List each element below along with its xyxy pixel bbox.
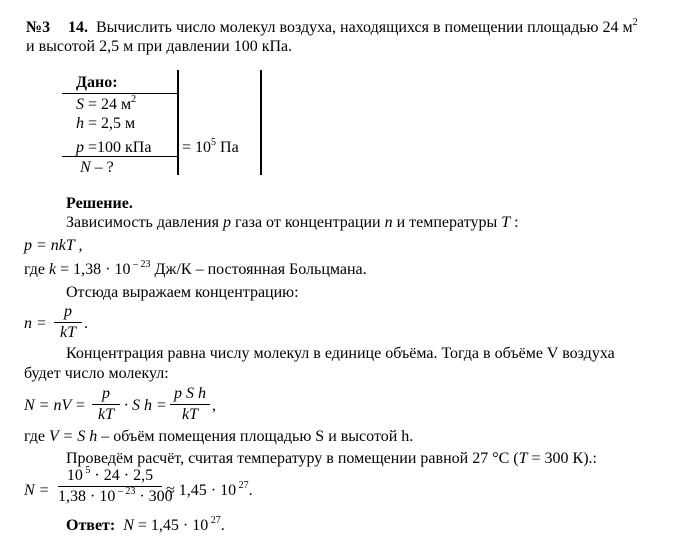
solution-line5: будет число молекул: — [24, 365, 169, 382]
frac-n-dot: . — [84, 315, 88, 332]
big-formula-comma: , — [212, 397, 216, 414]
given-p: p =100 кПа — [76, 139, 152, 156]
solution-header: Решение. — [66, 195, 133, 212]
solution-line7: Проведём расчёт, считая температуру в помещении равной 27 °С (T = 300 К).: — [66, 450, 597, 467]
si-separator — [260, 70, 262, 175]
solution-line2: где k = 1,38 · 10 $^{- 23}$ Дж/К – постоянная Больцмана. — [24, 259, 367, 278]
big-fraction-2: p S h kT — [170, 386, 210, 423]
solution-line1: Зависимость давления p газа от концентрации n и температуры T : — [66, 214, 519, 231]
fraction-n-denominator: kT — [60, 324, 76, 341]
calc-left: N = — [24, 482, 50, 499]
given-s: S = 24 $м^2$ — [76, 94, 137, 113]
big-formula-mid: · S h = — [124, 397, 167, 414]
given-si-value: = $10^5$ Па — [182, 137, 239, 156]
task-number: 14. — [68, 19, 88, 36]
given-h: h = 2,5 м — [76, 115, 136, 132]
formula-pressure: p = nkT , — [24, 237, 83, 254]
calc-fraction — [58, 465, 173, 505]
calc-numerator: 10 $^5$ · 24 · 2,5 — [66, 465, 154, 484]
solution-line4: Концентрация равна числу молекул в единице объёма. Тогда в объёме V воздуха — [66, 345, 615, 362]
solution-line6: где V = S h – объём помещения площадью S и высотой h. — [24, 428, 414, 445]
frac-n-left: n = — [24, 315, 47, 332]
big-formula-left: N = nV = — [24, 397, 86, 414]
fraction-n-numerator: p — [64, 303, 72, 320]
calc-denominator: 1,38 · 10 $^{- 23}$ · 300 — [58, 486, 173, 505]
given-header-underline — [62, 93, 178, 94]
answer: Ответ: N = 1,45 · 10 $^{27}$. — [66, 515, 225, 534]
fraction-n — [54, 304, 82, 341]
calc-result: ≈ 1,45 · 10 $^{27}$. — [166, 480, 253, 499]
problem-text-line1: Вычислить число молекул воздуха, находящихся в помещении площадью 24 $м^2$ — [96, 17, 638, 36]
problem-text-line2: и высотой 2,5 м при давлении 100 кПа. — [26, 38, 293, 55]
given-separator — [177, 70, 179, 175]
given-header: Дано: — [76, 74, 118, 91]
big-fraction-1: p kT — [92, 386, 120, 423]
given-divider — [62, 156, 178, 157]
problem-number: №3 — [26, 19, 51, 36]
given-n: N – ? — [80, 159, 114, 176]
solution-line3: Отсюда выражаем концентрацию: — [66, 284, 299, 301]
